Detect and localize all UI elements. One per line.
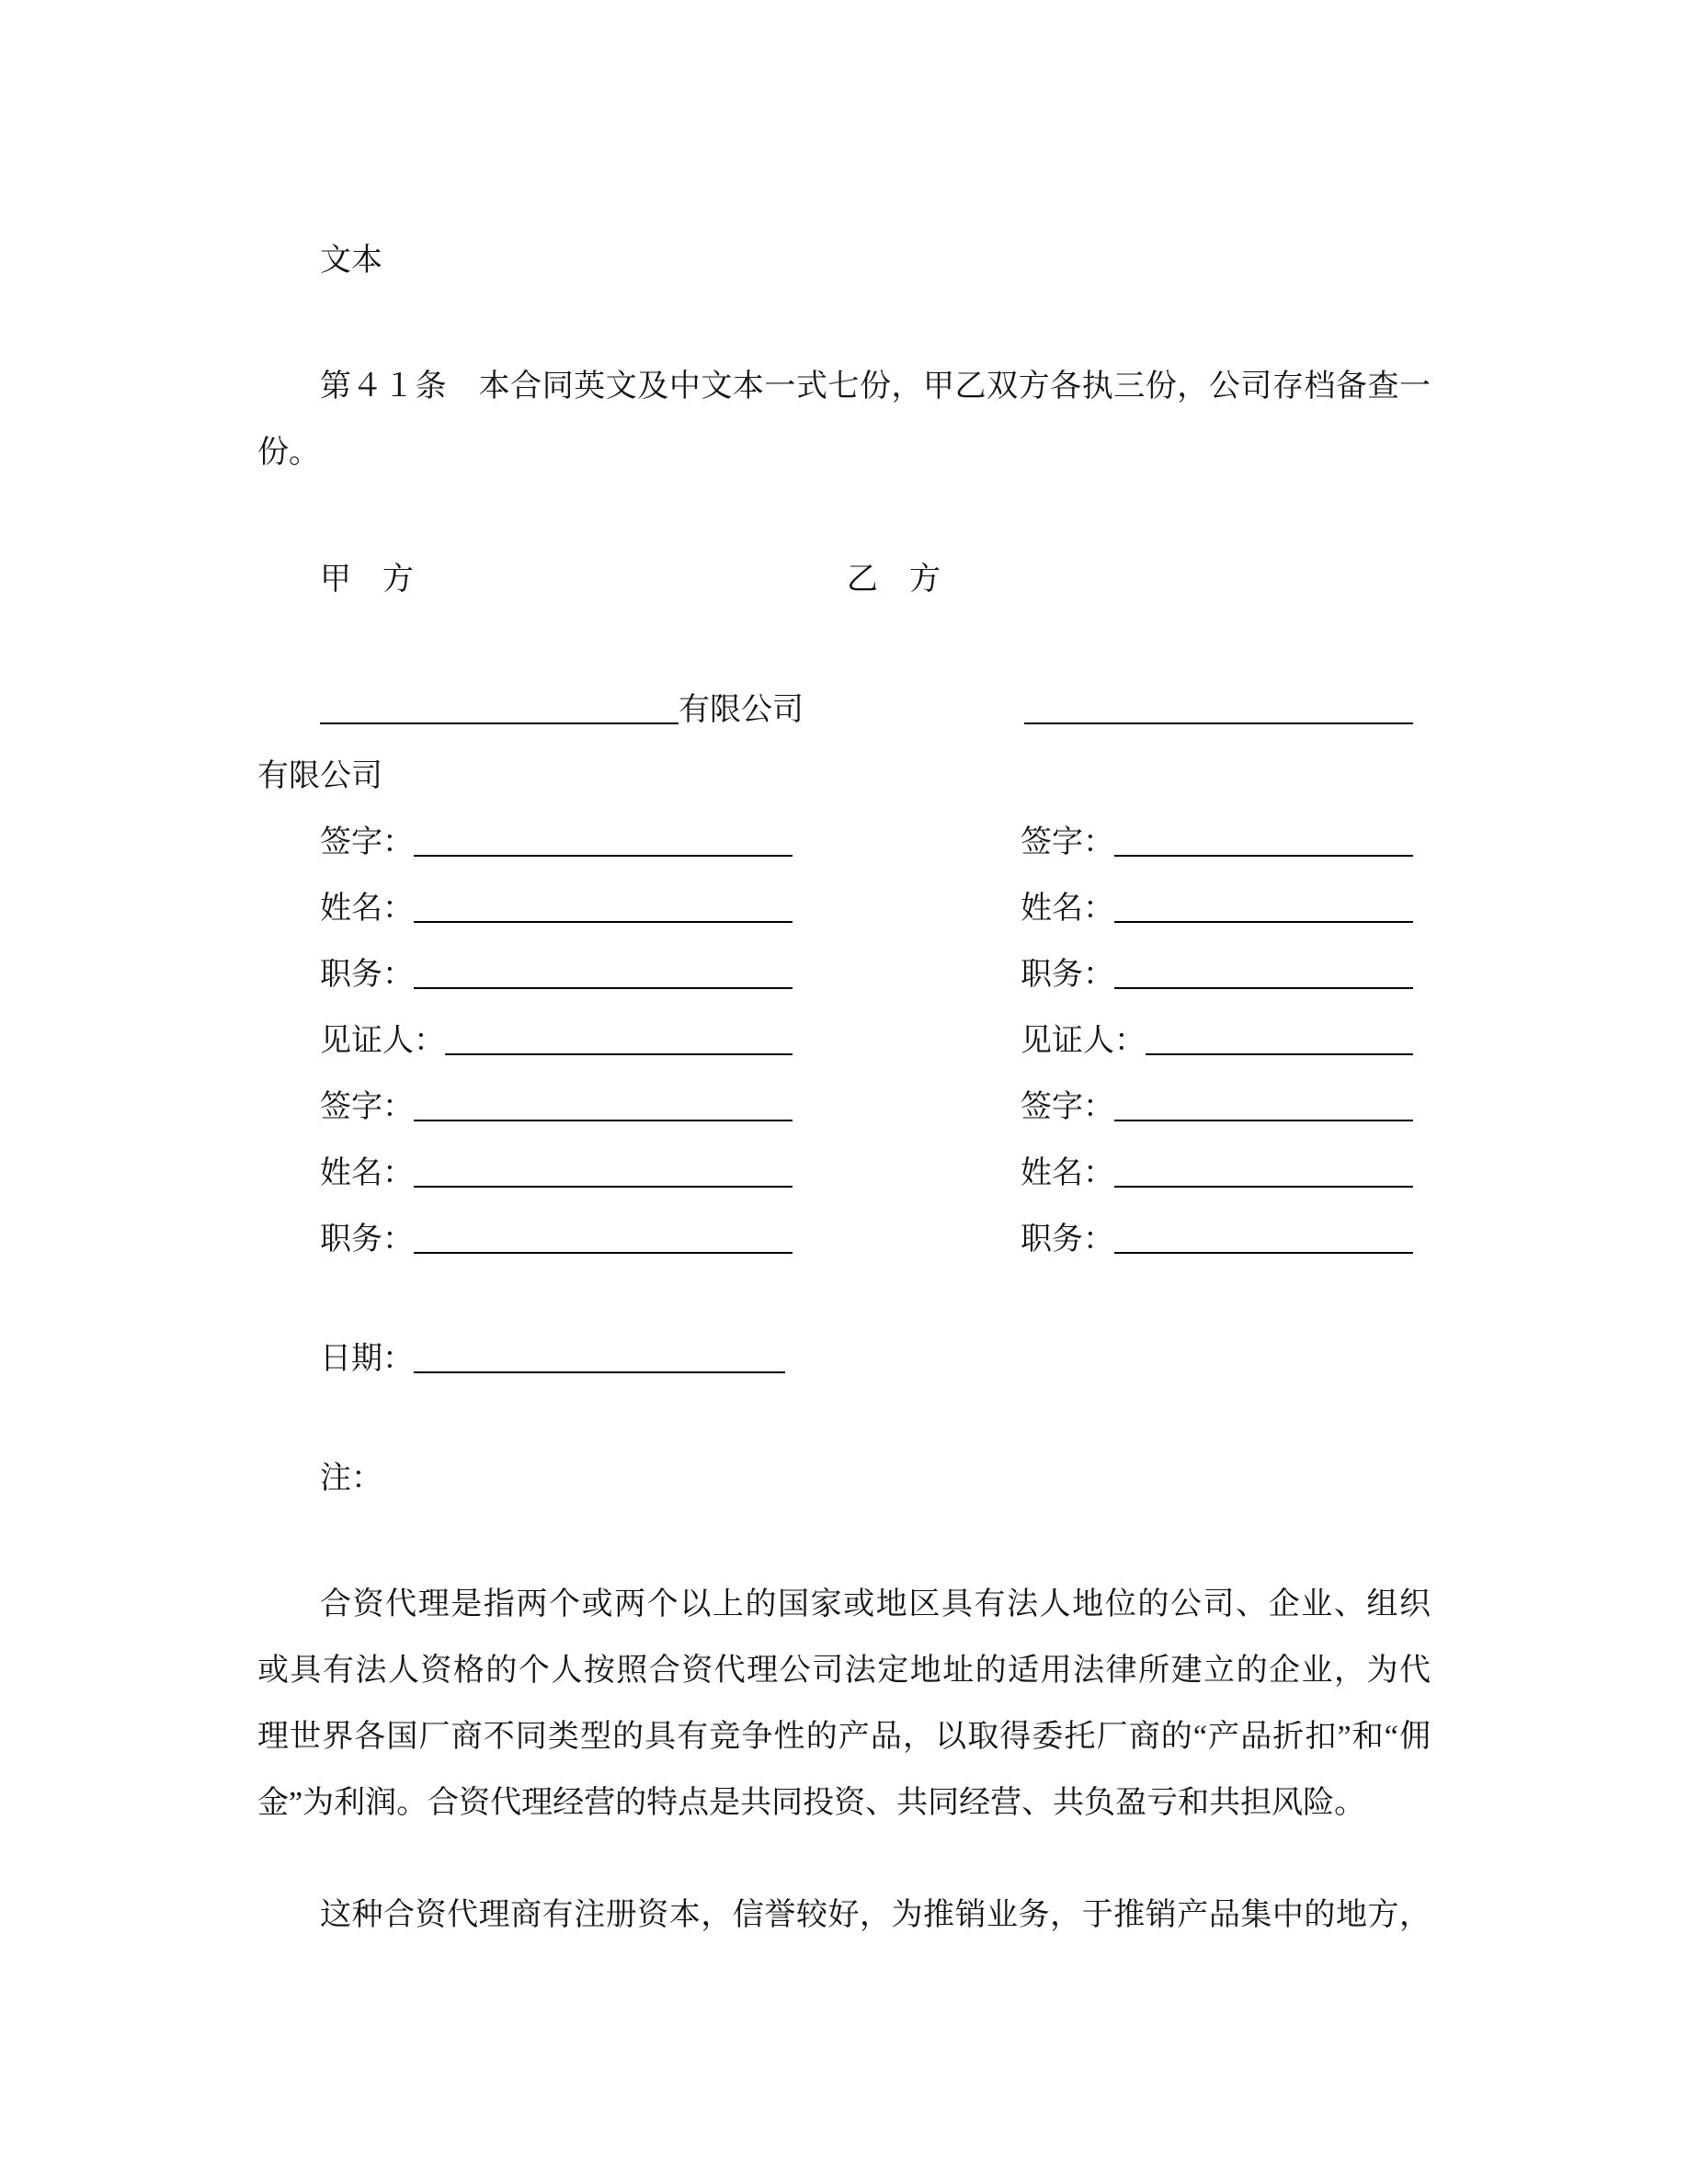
note-line-2: 或具有法人资格的个人按照合资代理公司法定地址的适用法律所建立的企业，为代	[257, 1654, 1431, 1688]
note-line-4: 金”为利润。合资代理经营的特点是共同投资、共同经营、共负盈亏和共担风险。	[257, 1786, 1366, 1820]
note-line-1: 合资代理是指两个或两个以上的国家或地区具有法人地位的公司、企业、组织	[320, 1587, 1431, 1621]
company-a-suffix: 有限公司	[679, 693, 804, 727]
witness-blank	[1146, 1053, 1413, 1055]
company-b-cell	[1024, 677, 1413, 744]
signature-blank	[1114, 1120, 1413, 1121]
name-blank	[1114, 1186, 1413, 1188]
signature-label: 签字：	[1021, 825, 1114, 859]
witness-label: 见证人：	[1021, 1024, 1146, 1058]
closing-paragraph: 这种合资代理商有注册资本，信誉较好，为推销业务，于推销产品集中的地方，	[320, 1898, 1431, 1932]
title-blank	[414, 1252, 793, 1254]
signature-row	[257, 1075, 1431, 1141]
name-label: 姓名：	[320, 1156, 414, 1190]
title-label: 职务：	[1021, 1223, 1114, 1257]
name-blank	[414, 921, 793, 923]
note-label: 注：	[320, 1462, 382, 1496]
note-paragraph	[257, 1572, 1431, 1837]
title-blank	[1114, 987, 1413, 989]
article-41-line-2: 份。	[257, 436, 320, 470]
witness-label: 见证人：	[320, 1024, 445, 1058]
party-row	[257, 547, 1431, 613]
signature-blank	[414, 1120, 793, 1121]
signature-row	[257, 1141, 1431, 1207]
company-b-name-blank	[1024, 722, 1413, 724]
signature-label: 签字：	[320, 825, 414, 859]
title-label: 职务：	[320, 958, 414, 992]
title-blank	[1114, 1252, 1413, 1254]
date-row	[257, 1326, 1431, 1393]
signature-label: 签字：	[320, 1090, 414, 1124]
article-41-paragraph	[257, 354, 1431, 486]
note-line-3: 理世界各国厂商不同类型的具有竞争性的产品，以取得委托厂商的“产品折扣”和“佣	[257, 1720, 1431, 1754]
company-b-suffix: 有限公司	[257, 759, 382, 793]
name-blank	[1114, 921, 1413, 923]
section-label: 文本	[320, 244, 382, 278]
name-label: 姓名：	[1021, 1156, 1114, 1190]
party-a-label: 甲 方	[320, 563, 414, 597]
article-41-line-1: 第４１条 本合同英文及中文本一式七份，甲乙双方各执三份，公司存档备查一	[320, 370, 1431, 404]
company-a-cell	[257, 677, 1024, 744]
signature-row	[257, 942, 1431, 1008]
signature-row	[257, 1008, 1431, 1075]
signature-blank	[414, 855, 793, 857]
name-blank	[414, 1186, 793, 1188]
signature-label: 签字：	[1021, 1090, 1114, 1124]
title-label: 职务：	[1021, 958, 1114, 992]
name-label: 姓名：	[1021, 892, 1114, 926]
witness-blank	[445, 1053, 793, 1055]
date-label: 日期：	[320, 1342, 414, 1376]
date-blank	[414, 1371, 785, 1373]
title-blank	[414, 987, 793, 989]
party-b-label: 乙 方	[847, 563, 941, 597]
company-name-line	[257, 677, 1431, 744]
signature-row	[257, 1207, 1431, 1273]
title-label: 职务：	[320, 1223, 414, 1257]
signature-blank	[1114, 855, 1413, 857]
signature-row	[257, 876, 1431, 942]
company-a-name-blank	[320, 722, 679, 724]
name-label: 姓名：	[320, 892, 414, 926]
signature-row	[257, 810, 1431, 876]
